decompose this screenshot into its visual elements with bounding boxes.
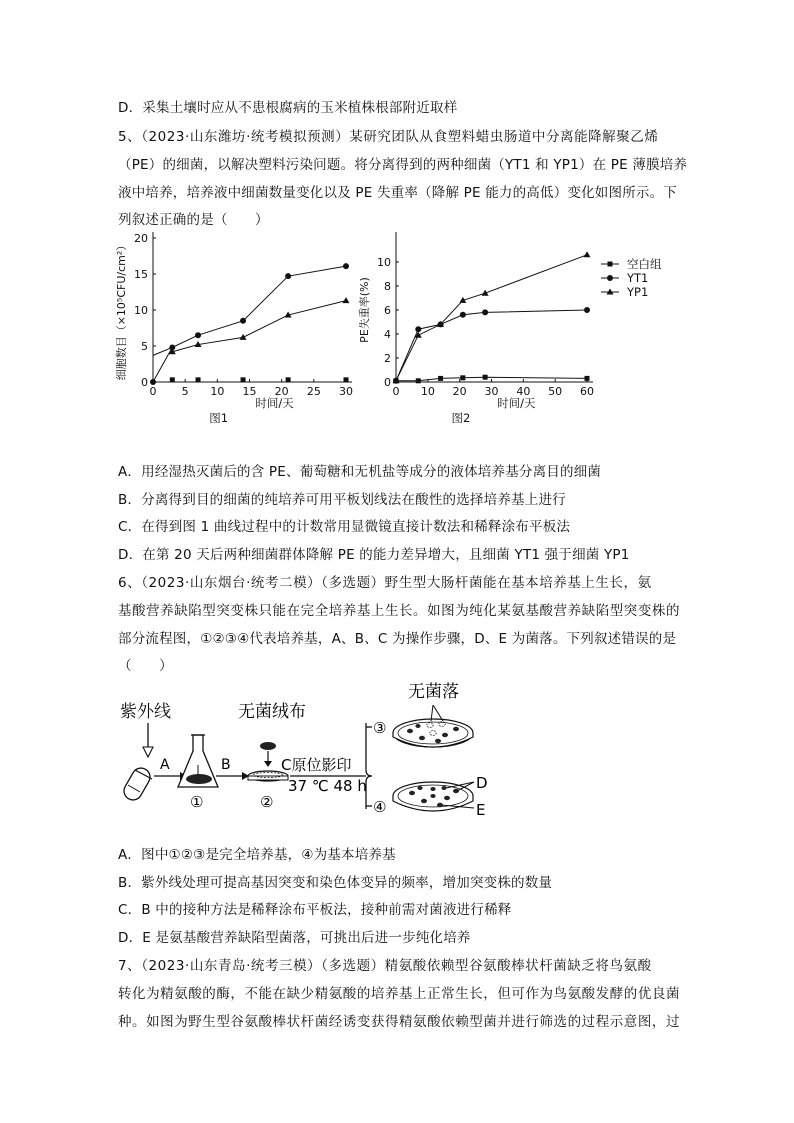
y-tick-label: 5 (141, 340, 148, 353)
data-point-square (196, 377, 201, 382)
y-tick-label: 4 (384, 328, 391, 341)
q6-stem-3: 部分流程图，①②③④代表培养基，A、B、C 为操作步骤，D、E 为菌落。下列叙述错误的是 (118, 631, 677, 647)
q6-stem-4: （ ） (118, 658, 173, 674)
figure-1-chart (114, 232, 353, 425)
data-point-circle (482, 309, 488, 315)
q7-stem-2: 转化为精氨酸的酶，不能在缺少精氨酸的培养基上正常生长，但可作为鸟氨酸发酵的优良菌 (118, 986, 680, 1002)
velvet-stamp-icon (260, 742, 276, 750)
q6-stem-1: 6、（2023·山东烟台·统考二模）（多选题）野生型大肠杆菌能在基本培养基上生长，氨 (118, 575, 652, 591)
data-point-circle (460, 312, 466, 318)
q6-option-d: D．E 是氨基酸营养缺陷型菌落，可挑出后进一步纯化培养 (118, 930, 471, 946)
x-tick-label: 20 (452, 385, 467, 398)
y-tick-label: 0 (384, 376, 391, 389)
y-tick-label: 20 (134, 232, 148, 245)
x-axis-label: 时间/天 (497, 396, 536, 410)
data-point-square (483, 375, 488, 380)
x-tick-label: 40 (516, 385, 531, 398)
test-tube-icon (121, 765, 154, 803)
x-axis-label: 时间/天 (255, 396, 294, 410)
data-point-square (170, 377, 175, 382)
q5-stem-3: 液中培养，培养液中细菌数量变化以及 PE 失重率（降解 PE 能力的高低）变化如图所示。下 (118, 185, 678, 201)
x-tick-label: 0 (392, 385, 400, 398)
option-5prev-d: D．采集土壤时应从不患根腐病的玉米植株根部附近取样 (118, 100, 458, 116)
y-tick-label: 0 (141, 376, 148, 389)
no-colony-label: 无菌落 (408, 682, 459, 702)
data-point-square (344, 377, 349, 382)
data-point-triangle (343, 297, 350, 303)
medium-4-label: ④ (373, 798, 387, 816)
legend-label: YT1 (627, 271, 649, 285)
q6-option-a: A．图中①②③是完全培养基，④为基本培养基 (118, 847, 396, 863)
series-line-circle (153, 266, 346, 382)
colony-e-label: E (476, 801, 486, 819)
velvet-label: 无菌绒布 (238, 702, 306, 722)
step-c-label: C原位影印 (281, 756, 352, 774)
q5-option-c: C．在得到图 1 曲线过程中的计数常用显微镜直接计数法和稀释涂布平板法 (118, 519, 571, 535)
y-tick-label: 10 (134, 304, 148, 317)
legend-label: YP1 (627, 285, 649, 299)
medium-3-label: ③ (373, 719, 387, 737)
data-point-circle (150, 379, 156, 385)
colony-d-label: D (476, 774, 488, 792)
y-tick-label: 6 (384, 304, 391, 317)
branch-brace (366, 723, 372, 809)
x-tick-label: 10 (420, 385, 435, 398)
legend-label: 空白组 (627, 257, 662, 271)
data-point-square (241, 377, 246, 382)
step-a-label: A (160, 757, 170, 773)
q5-figures (0, 228, 794, 468)
series-line-circle (396, 310, 587, 381)
y-axis-label: PE失重率(%) (358, 277, 371, 343)
flask-icon (178, 735, 218, 787)
q6-option-c: C．B 中的接种方法是稀释涂布平板法，接种前需对菌液进行稀释 (118, 902, 512, 918)
data-point-circle (285, 273, 291, 279)
x-tick-label: 30 (484, 385, 499, 398)
uv-label: 紫外线 (120, 702, 171, 722)
y-tick-label: 15 (134, 268, 148, 281)
x-tick-label: 10 (210, 385, 225, 398)
series-line-triangle (396, 255, 587, 381)
x-tick-label: 20 (274, 385, 289, 398)
plate-3-icon (393, 705, 473, 747)
data-point-square (460, 375, 465, 380)
q5-option-d: D．在第 20 天后两种细菌群体降解 PE 的能力差异增大，且细菌 YT1 强于细菌 YP1 (118, 547, 630, 563)
q7-stem-3: 种。如图为野生型谷氨酸棒状杆菌经诱变获得精氨酸依赖型菌并进行筛选的过程示意图，过 (118, 1014, 680, 1030)
legend-marker (607, 275, 613, 281)
step-b-label: B (221, 757, 231, 773)
x-tick-label: 0 (149, 385, 157, 398)
x-tick-label: 25 (306, 385, 321, 398)
y-tick-label: 2 (384, 352, 391, 365)
q6-flow-diagram (0, 675, 794, 835)
x-tick-label: 60 (580, 385, 594, 398)
data-point-triangle (240, 334, 247, 340)
data-point-circle (195, 332, 201, 338)
q7-stem-1: 7、（2023·山东青岛·统考三模）（多选题）精氨酸依赖型谷氨酸棒状杆菌缺乏将鸟氨酸 (118, 958, 652, 974)
q5-stem-1: 5、（2023·山东潍坊·统考模拟预测）某研究团队从食塑料蜡虫肠道中分离能降解聚乙烯 (118, 129, 659, 145)
data-point-square (438, 376, 443, 381)
data-point-triangle (584, 251, 591, 257)
medium-1-label: ① (190, 793, 204, 811)
q5-option-b: B．分离得到目的细菌的纯培养可用平板划线法在酸性的选择培养基上进行 (118, 492, 566, 508)
x-tick-label: 30 (339, 385, 353, 398)
y-tick-label: 10 (377, 256, 391, 269)
data-point-circle (343, 263, 349, 269)
x-tick-label: 5 (181, 385, 189, 398)
data-point-square (585, 376, 590, 381)
q6-option-b: B．紫外线处理可提高基因突变和染色体变异的频率，增加突变株的数量 (118, 875, 553, 891)
data-point-square (286, 377, 291, 382)
y-tick-label: 8 (384, 280, 391, 293)
q5-option-a: A．用经湿热灭菌后的含 PE、葡萄糖和无机盐等成分的液体培养基分离目的细菌 (118, 464, 602, 480)
q6-stem-2: 基酸营养缺陷型突变株只能在完全培养基上生长。如图为纯化某氨基酸营养缺陷型突变株的 (118, 603, 680, 619)
figure-caption: 图2 (451, 411, 471, 425)
data-point-circle (584, 307, 590, 313)
q5-stem-4: 列叙述正确的是（ ） (118, 212, 269, 228)
x-tick-label: 15 (242, 385, 257, 398)
medium-2-label: ② (260, 793, 274, 811)
data-point-circle (240, 318, 246, 324)
data-point-circle (415, 326, 421, 332)
y-axis-label: 细胞数目（×10⁵CFU/cm²） (115, 239, 128, 381)
culture-condition: 37 ℃ 48 h (288, 777, 367, 795)
data-point-square (416, 378, 421, 383)
x-tick-label: 50 (548, 385, 563, 398)
figure-caption: 图1 (209, 411, 229, 425)
q5-stem-2: （PE）的细菌，以解决塑料污染问题。将分离得到的两种细菌（YT1 和 YP1）在 PE 薄膜培养 (118, 157, 688, 173)
legend-marker (608, 262, 613, 267)
figure-2-chart (357, 232, 662, 425)
